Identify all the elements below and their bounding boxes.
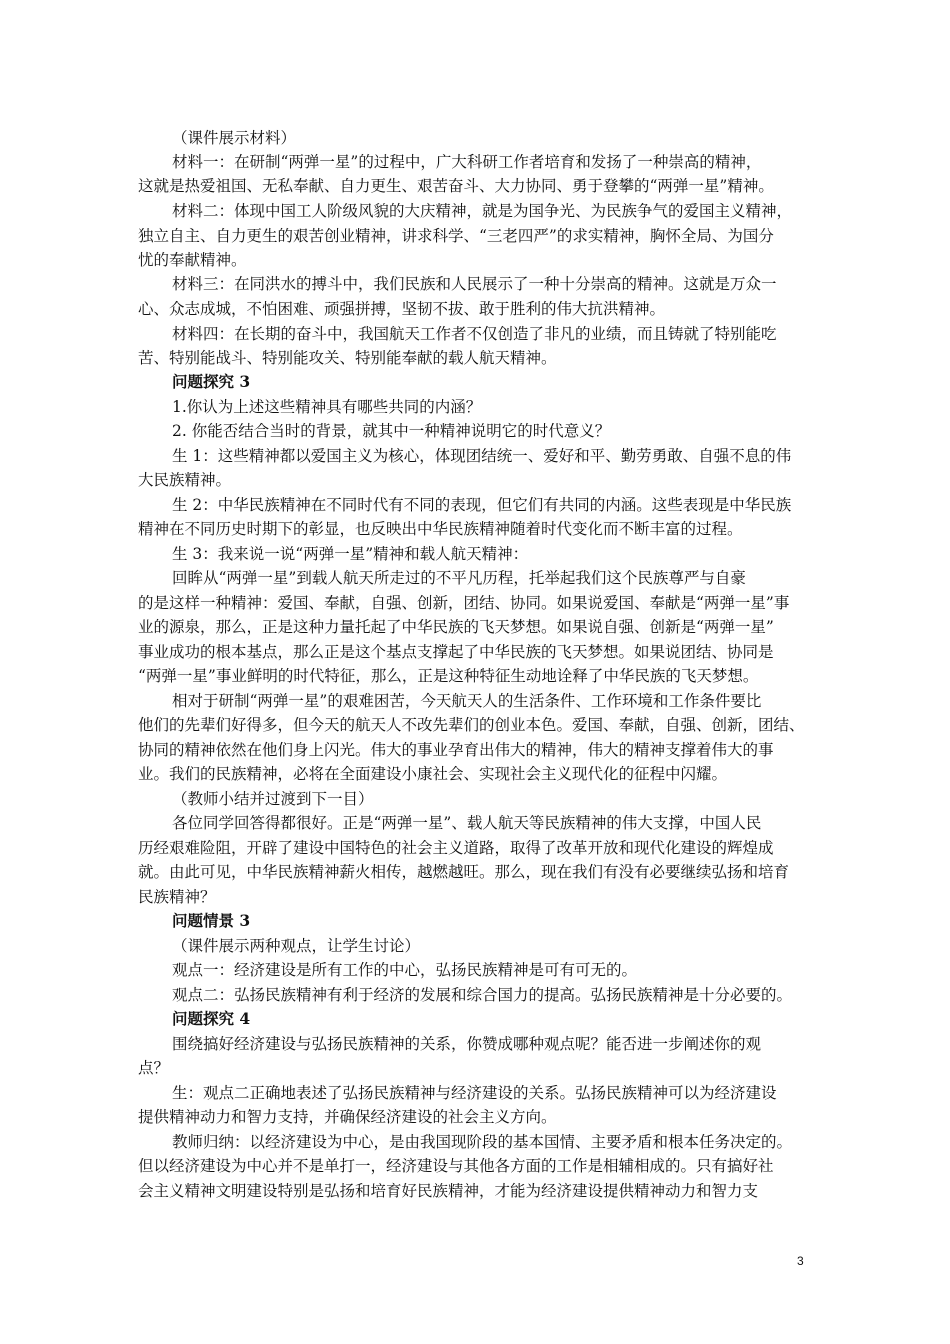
text-line: 材料一：在研制“两弹一星”的过程中，广大科研工作者培育和发扬了一种崇高的精神， [172, 153, 762, 171]
section-heading: 问题情景 3 [172, 911, 251, 930]
text-line: 就。由此可见，中华民族精神薪火相传，越燃越旺。那么，现在我们有没有必要继续弘扬和培育 [138, 863, 790, 881]
text-line: （教师小结并过渡到下一目） [172, 790, 374, 808]
text-line: 大民族精神。 [138, 471, 232, 489]
text-line: 事业成功的根本基点，那么正是这个基点支撑起了中华民族的飞天梦想。如果说团结、协同是 [138, 643, 774, 661]
text-line: “两弹一星”事业鲜明的时代特征，那么，正是这种特征生动地诠释了中华民族的飞天梦想。 [138, 667, 759, 685]
text-line: 心、众志成城，不怕困难、顽强拼搏，坚韧不拔、敢于胜利的伟大抗洪精神。 [138, 300, 666, 318]
text-line: 材料三：在同洪水的搏斗中，我们民族和人民展示了一种十分崇高的精神。这就是万众一 [172, 275, 777, 293]
text-line: 的是这样一种精神：爱国、奉献，自强、创新，团结、协同。如果说爱国、奉献是“两弹一星”事 [138, 594, 790, 612]
section-heading: 问题探究 3 [172, 372, 251, 391]
text-line: 围绕搞好经济建设与弘扬民族精神的关系，你赞成哪种观点呢？能否进一步阐述你的观 [172, 1035, 762, 1053]
text-line: 提供精神动力和智力支持，并确保经济建设的社会主义方向。 [138, 1108, 557, 1126]
text-line: 精神在不同历史时期下的彰显，也反映出中华民族精神随着时代变化而不断丰富的过程。 [138, 520, 743, 538]
text-line: 苦、特别能战斗、特别能攻关、特别能奉献的载人航天精神。 [138, 349, 557, 367]
text-line: 生 1：这些精神都以爱国主义为核心，体现团结统一、爱好和平、勤劳勇敢、自强不息的伟 [172, 447, 792, 465]
text-line: 他们的先辈们好得多，但今天的航天人不改先辈们的创业本色。爱国、奉献，自强、创新，团结、 [138, 716, 805, 734]
text-line: 生 2：中华民族精神在不同时代有不同的表现，但它们有共同的内涵。这些表现是中华民族 [172, 496, 792, 514]
text-line: 会主义精神文明建设特别是弘扬和培育好民族精神，才能为经济建设提供精神动力和智力支 [138, 1182, 759, 1200]
text-line: 历经艰难险阻，开辟了建设中国特色的社会主义道路，取得了改革开放和现代化建设的辉煌成 [138, 839, 774, 857]
text-line: 观点一：经济建设是所有工作的中心，弘扬民族精神是可有可无的。 [172, 961, 638, 979]
text-line: 观点二：弘扬民族精神有利于经济的发展和综合国力的提高。弘扬民族精神是十分必要的。 [172, 986, 793, 1004]
text-line: 回眸从“两弹一星”到载人航天所走过的不平凡历程，托举起我们这个民族尊严与自豪 [172, 569, 746, 587]
text-line: 1.你认为上述这些精神具有哪些共同的内涵？ [172, 398, 482, 416]
text-line: 但以经济建设为中心并不是单打一，经济建设与其他各方面的工作是相辅相成的。只有搞好社 [138, 1157, 774, 1175]
text-line: （课件展示材料） [172, 129, 297, 147]
text-line: 业。我们的民族精神，必将在全面建设小康社会、实现社会主义现代化的征程中闪耀。 [138, 765, 728, 783]
text-line: 这就是热爱祖国、无私奉献、自力更生、艰苦奋斗、大力协同、勇于登攀的“两弹一星”精神。 [138, 177, 774, 195]
text-line: 忧的奉献精神。 [138, 251, 247, 269]
text-line: 相对于研制“两弹一星”的艰难困苦，今天航天人的生活条件、工作环境和工作条件要比 [172, 692, 762, 710]
text-line: 教师归纳：以经济建设为中心，是由我国现阶段的基本国情、主要矛盾和根本任务决定的。 [172, 1133, 793, 1151]
text-line: 2. 你能否结合当时的背景，就其中一种精神说明它的时代意义？ [172, 422, 611, 440]
page-number: 3 [797, 1254, 804, 1268]
text-line: 各位同学回答得都很好。正是“两弹一星”、载人航天等民族精神的伟大支撑，中国人民 [172, 814, 762, 832]
text-line: 生 3：我来说一说“两弹一星”精神和载人航天精神： [172, 545, 529, 563]
text-line: 点？ [138, 1059, 170, 1077]
text-line: 生：观点二正确地表述了弘扬民族精神与经济建设的关系。弘扬民族精神可以为经济建设 [172, 1084, 777, 1102]
text-line: 独立自主、自力更生的艰苦创业精神，讲求科学、“三老四严”的求实精神，胸怀全局、为国分 [138, 227, 774, 245]
text-line: （课件展示两种观点，让学生讨论） [172, 937, 421, 955]
text-line: 民族精神？ [138, 888, 216, 906]
text-line: 业的源泉，那么，正是这种力量托起了中华民族的飞天梦想。如果说自强、创新是“两弹一星” [138, 618, 774, 636]
text-line: 协同的精神依然在他们身上闪光。伟大的事业孕育出伟大的精神，伟大的精神支撑着伟大的事 [138, 741, 774, 759]
section-heading: 问题探究 4 [172, 1009, 251, 1028]
text-line: 材料二：体现中国工人阶级风貌的大庆精神，就是为国争光、为民族争气的爱国主义精神， [172, 202, 793, 220]
text-line: 材料四：在长期的奋斗中，我国航天工作者不仅创造了非凡的业绩，而且铸就了特别能吃 [172, 325, 777, 343]
